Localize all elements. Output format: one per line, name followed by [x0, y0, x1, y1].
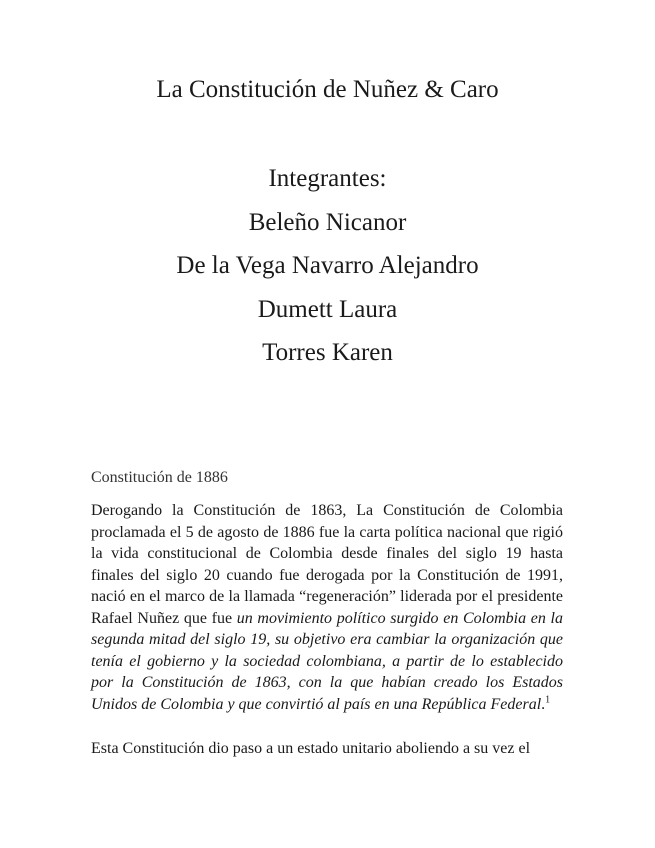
members-heading: Integrantes:: [268, 165, 387, 192]
member-name: Dumett Laura: [257, 295, 398, 323]
member-name: Beleño Nicanor: [248, 208, 407, 236]
paragraph-text: Derogando la Constitución de 1863, La Constitución de Colombia proclamada el 5 de agosto de 1886 fue la carta política nacional que rigió la vida constitucional de Colombia desde finales del siglo 19 hasta finales del siglo 20 cuando fue derogada por la Constitución de 1991, nació en el marco de la llamada “regeneración” liderada por el presidente Rafael Nuñez que fue: [91, 502, 563, 627]
members-block: [0, 162, 655, 380]
body-paragraph: [91, 500, 563, 715]
paragraph-quote: un movimiento político surgido en Colombia en la segunda mitad del siglo 19, su objetivo era cambiar la organización que tenía el gobierno y la sociedad colombiana, a partir de lo establecido por la Constitución de 1863, con la que habían creado los Estados Unidos de Colombia y que convirtió al país en una República Federal: [91, 609, 563, 713]
member-name: De la Vega Navarro Alejandro: [176, 252, 479, 279]
body-paragraph: Esta Constitución dio paso a un estado unitario aboliendo a su vez el: [91, 740, 531, 757]
paragraph-end: .: [541, 695, 546, 713]
document-title: La Constitución de Nuñez & Caro: [156, 76, 499, 103]
section-heading: Constitución de 1886: [91, 469, 228, 486]
footnote-marker: 1: [545, 694, 551, 706]
member-name: Torres Karen: [262, 339, 393, 366]
